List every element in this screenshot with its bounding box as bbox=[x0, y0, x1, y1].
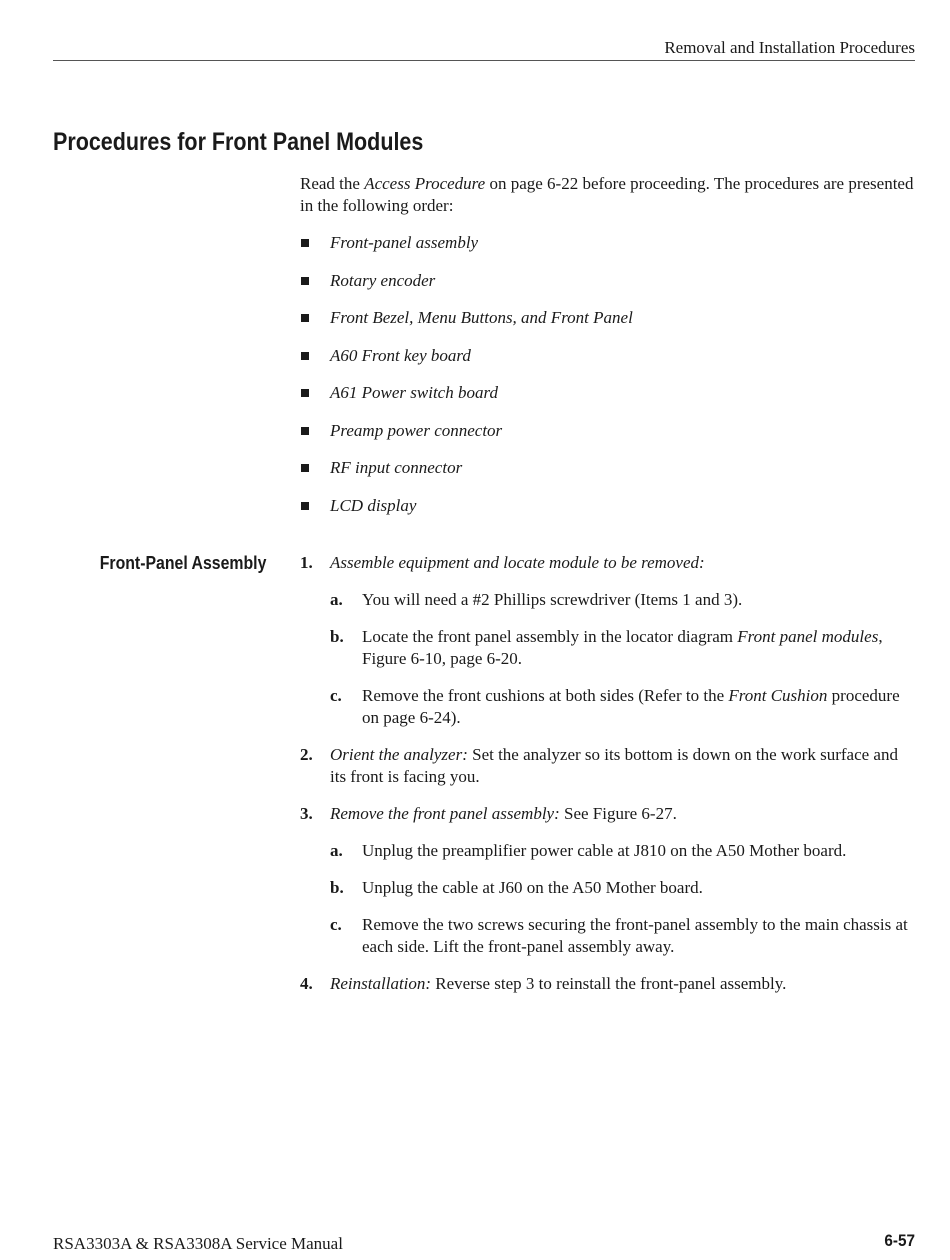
procedure-steps bbox=[300, 552, 915, 995]
step-text: Assemble equipment and locate module to be removed: bbox=[330, 553, 705, 572]
list-item bbox=[300, 345, 633, 383]
list-item bbox=[300, 307, 633, 345]
list-item bbox=[300, 495, 633, 533]
step-text: Set the analyzer so its bottom is down on the work surface and its front is facing you. bbox=[330, 745, 898, 786]
step-number: 4. bbox=[300, 974, 313, 993]
substep-letter: a. bbox=[330, 841, 343, 860]
step-number: 2. bbox=[300, 745, 313, 764]
substep-text: Locate the front panel assembly in the locator diagram bbox=[362, 627, 738, 646]
intro-paragraph bbox=[300, 173, 915, 217]
list-item-label: Front Bezel, Menu Buttons, and Front Panel bbox=[330, 308, 633, 327]
intro-reference: Access Procedure bbox=[364, 174, 486, 193]
substep-letter: b. bbox=[330, 878, 344, 897]
intro-text-start: Read the bbox=[300, 174, 365, 193]
list-item-label: RF input connector bbox=[330, 458, 463, 477]
square-bullet-icon bbox=[301, 427, 309, 435]
substep-letter: c. bbox=[330, 686, 342, 705]
substep-3b bbox=[330, 877, 915, 899]
step-3 bbox=[300, 803, 915, 958]
substep-text: Remove the two screws securing the front-panel assembly to the main chassis at each side. Lift the front-panel assembly away. bbox=[362, 915, 908, 956]
list-item-label: A60 Front key board bbox=[330, 345, 471, 365]
substep-text: Remove the front cushions at both sides (Refer to the bbox=[362, 686, 729, 705]
list-item-label: A61 Power switch board bbox=[330, 383, 498, 402]
substep-text: Unplug the preamplifier power cable at J810 on the A50 Mother board. bbox=[362, 841, 847, 860]
subsection-heading: Front-Panel Assembly bbox=[99, 553, 266, 573]
list-item bbox=[300, 420, 633, 458]
substep-letter: a. bbox=[330, 590, 343, 609]
section-title: Procedures for Front Panel Modules bbox=[53, 128, 424, 156]
square-bullet-icon bbox=[301, 239, 309, 247]
substep-letter: b. bbox=[330, 627, 344, 646]
figure-reference: Front panel modules bbox=[737, 627, 879, 646]
list-item bbox=[300, 382, 633, 420]
step-number: 3. bbox=[300, 804, 313, 823]
list-item-label: Rotary encoder bbox=[330, 270, 436, 290]
square-bullet-icon bbox=[301, 352, 309, 360]
step-lead: Orient the analyzer: bbox=[330, 745, 468, 764]
step-number: 1. bbox=[300, 553, 313, 572]
list-item-label: LCD display bbox=[330, 495, 417, 515]
step-text: See Figure 6-27. bbox=[559, 804, 677, 823]
substep-text: Unplug the cable at J60 on the A50 Mother board. bbox=[362, 878, 703, 897]
substep-1a bbox=[330, 589, 915, 611]
list-item bbox=[300, 270, 633, 308]
running-header: Removal and Installation Procedures bbox=[664, 38, 915, 57]
list-item bbox=[300, 457, 633, 495]
step-4 bbox=[300, 973, 915, 995]
substep-1c bbox=[330, 685, 915, 729]
substep-letter: c. bbox=[330, 915, 342, 934]
header-rule bbox=[53, 60, 915, 61]
square-bullet-icon bbox=[301, 314, 309, 322]
substep-text: You will need a #2 Phillips screwdriver (Items 1 and 3). bbox=[362, 590, 743, 609]
footer-page-number: 6-57 bbox=[884, 1231, 915, 1250]
intro-text-end: on page 6-22 before proceeding. The procedures are presented in the following order: bbox=[300, 174, 914, 215]
square-bullet-icon bbox=[301, 389, 309, 397]
square-bullet-icon bbox=[301, 502, 309, 510]
footer-manual-title: RSA3303A & RSA3308A Service Manual bbox=[53, 1234, 343, 1253]
list-item-label: Preamp power connector bbox=[330, 420, 503, 440]
list-item bbox=[300, 232, 633, 270]
step-lead: Remove the front panel assembly: bbox=[330, 804, 560, 823]
step-lead: Reinstallation: bbox=[330, 974, 432, 993]
list-item-label: Front-panel assembly bbox=[330, 233, 479, 252]
procedure-reference: Front Cushion bbox=[728, 686, 828, 705]
step-2 bbox=[300, 744, 915, 788]
step-text: Reverse step 3 to reinstall the front-panel assembly. bbox=[431, 974, 787, 993]
square-bullet-icon bbox=[301, 464, 309, 472]
substep-text-end: , Figure 6-10, page 6-20. bbox=[362, 627, 883, 668]
substep-1b bbox=[330, 626, 915, 670]
square-bullet-icon bbox=[301, 277, 309, 285]
procedure-list bbox=[300, 232, 633, 532]
substep-3c bbox=[330, 914, 915, 958]
substep-text-end: procedure on page 6-24). bbox=[362, 686, 900, 727]
step-1 bbox=[300, 552, 915, 729]
substep-3a bbox=[330, 840, 915, 862]
